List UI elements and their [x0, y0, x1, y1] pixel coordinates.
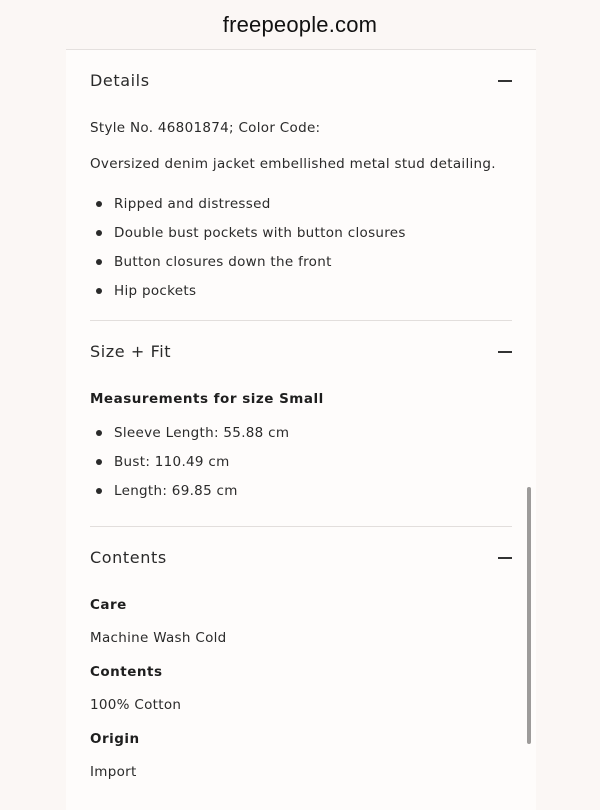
details-header[interactable]	[90, 50, 512, 114]
origin-value: Import	[90, 764, 137, 780]
contents-value: 100% Cotton	[90, 697, 182, 713]
contents-label: Contents	[90, 664, 163, 680]
size-fit-title: Size + Fit	[90, 342, 172, 361]
measurements-list	[90, 423, 512, 510]
origin-label: Origin	[90, 731, 140, 747]
list-item: Ripped and distressed	[90, 194, 512, 223]
browser-address-bar[interactable]	[0, 0, 600, 50]
list-item: Length: 69.85 cm	[90, 481, 512, 510]
details-section	[90, 50, 512, 321]
list-item: Bust: 110.49 cm	[90, 452, 512, 481]
size-fit-header[interactable]	[90, 321, 512, 385]
details-title: Details	[90, 71, 150, 90]
minus-icon[interactable]	[498, 80, 512, 82]
measurements-heading: Measurements for size Small	[90, 391, 324, 407]
list-item: Button closures down the front	[90, 252, 512, 281]
product-info-panel	[66, 49, 536, 810]
url-text: freepeople.com	[222, 12, 378, 37]
minus-icon[interactable]	[498, 351, 512, 353]
scrollbar[interactable]	[527, 487, 531, 744]
size-fit-section	[90, 321, 512, 527]
care-label: Care	[90, 597, 127, 613]
list-item: Sleeve Length: 55.88 cm	[90, 423, 512, 452]
minus-icon[interactable]	[498, 557, 512, 559]
care-value: Machine Wash Cold	[90, 630, 227, 646]
style-number: Style No. 46801874; Color Code:	[90, 120, 321, 136]
contents-title: Contents	[90, 548, 167, 567]
contents-section	[90, 527, 512, 782]
accordion	[90, 50, 512, 782]
list-item: Hip pockets	[90, 281, 512, 310]
product-description: Oversized denim jacket embellished metal stud detailing.	[90, 156, 496, 172]
details-list	[90, 194, 512, 310]
list-item: Double bust pockets with button closures	[90, 223, 512, 252]
contents-header[interactable]	[90, 527, 512, 591]
